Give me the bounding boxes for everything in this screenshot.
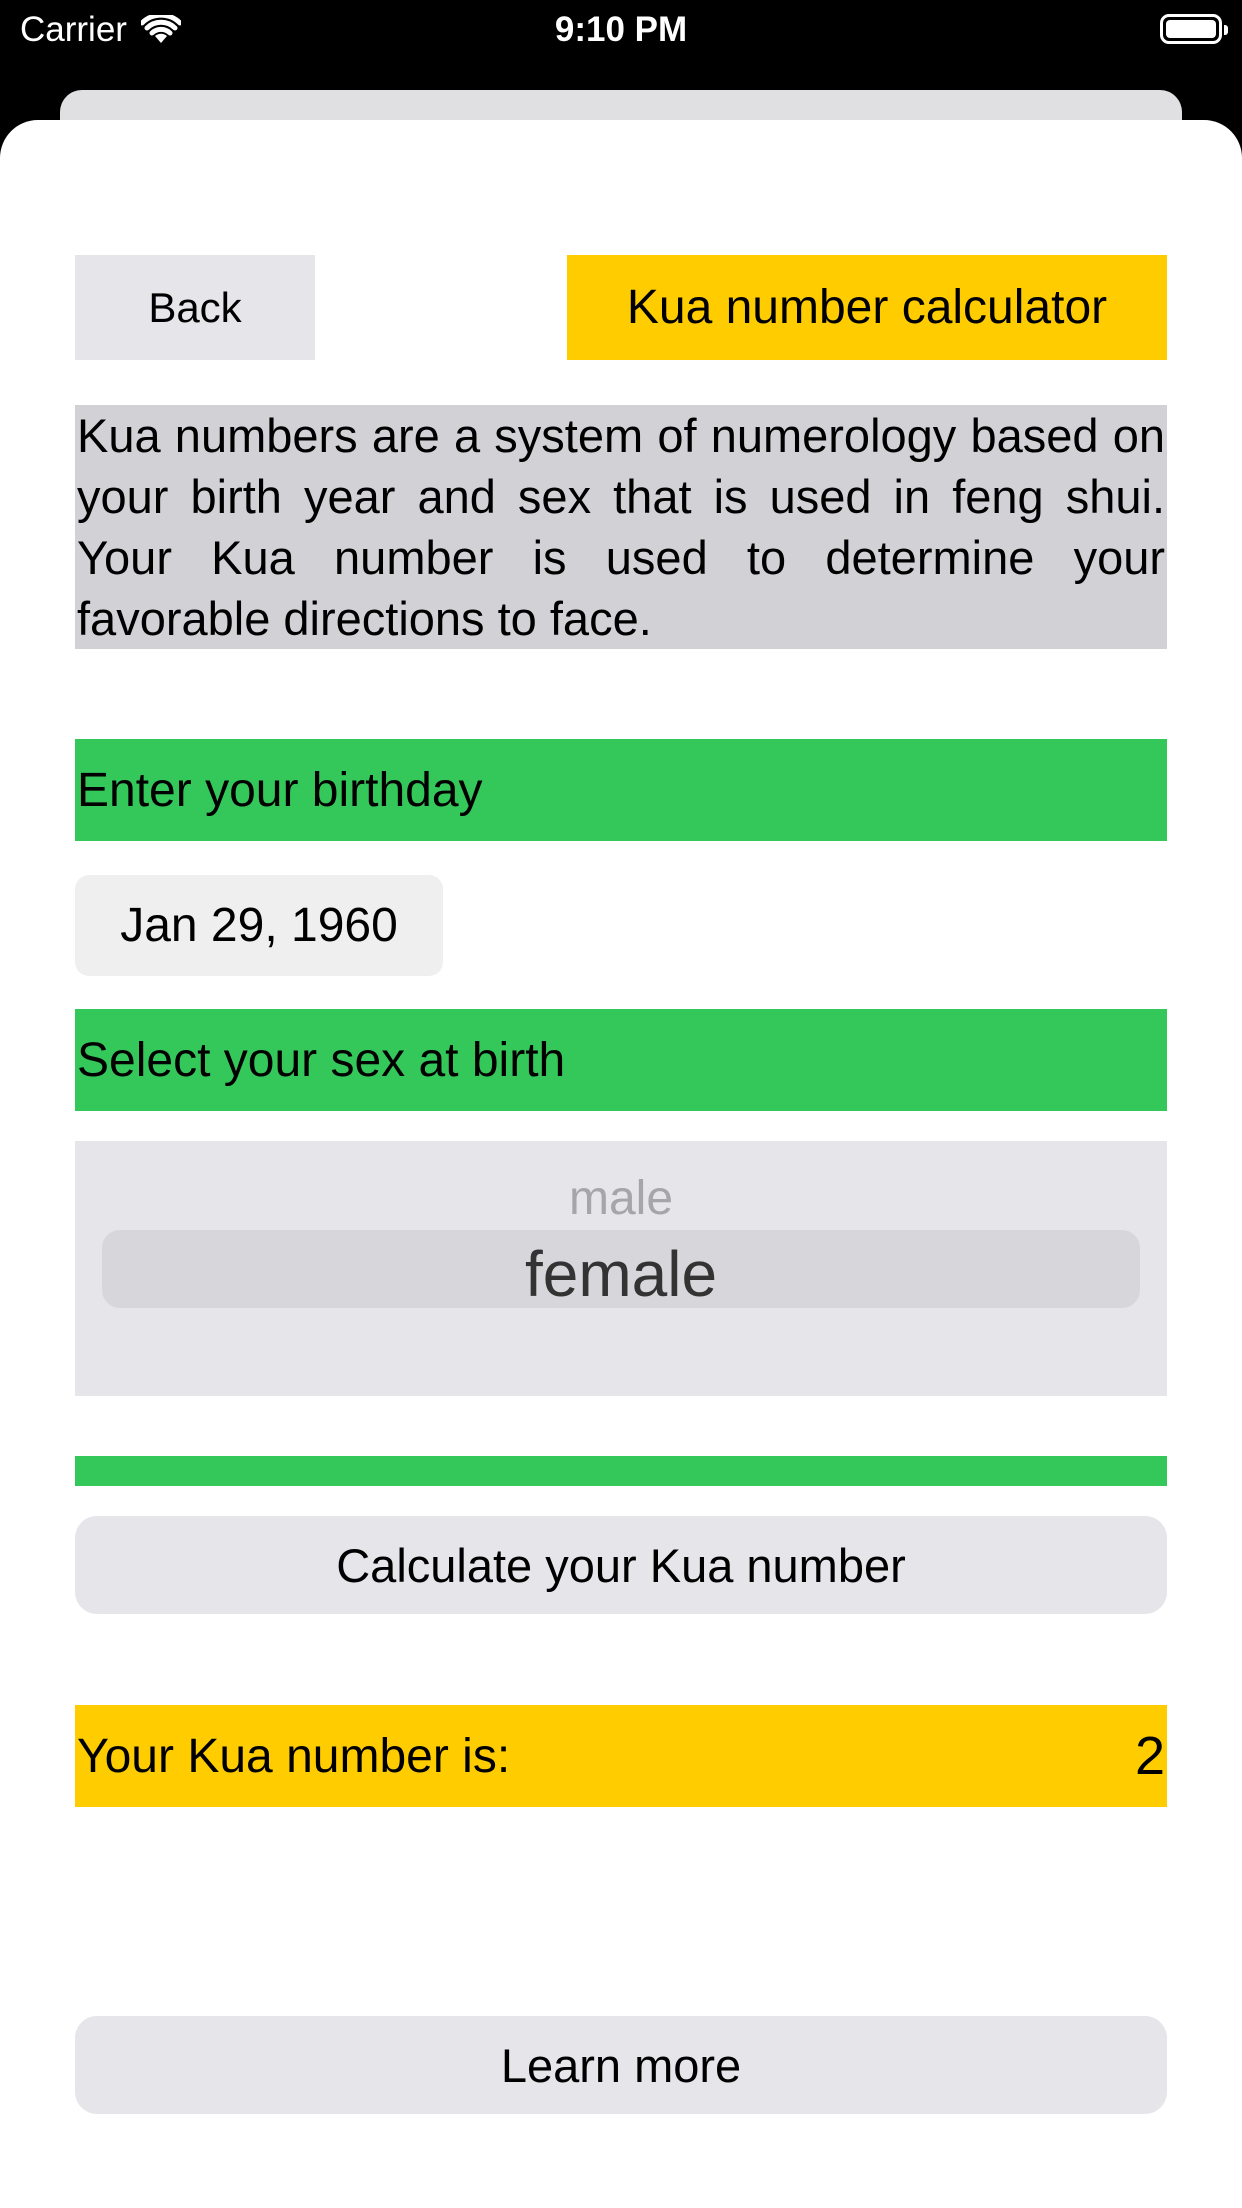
status-bar bbox=[0, 0, 1242, 64]
sex-picker[interactable] bbox=[75, 1141, 1167, 1396]
result-label: Your Kua number is: bbox=[77, 1729, 511, 1783]
result-value: 2 bbox=[1134, 1726, 1165, 1786]
birthday-label: Enter your birthday bbox=[75, 739, 1167, 841]
carrier-label: Carrier bbox=[20, 10, 127, 49]
battery-icon bbox=[1160, 14, 1222, 44]
calculate-button[interactable]: Calculate your Kua number bbox=[75, 1516, 1167, 1614]
sex-label: Select your sex at birth bbox=[75, 1009, 1167, 1111]
green-divider-bar bbox=[75, 1456, 1167, 1486]
description-text: Kua numbers are a system of numerology based on your birth year and sex that is used in feng shui. Your Kua number is used to determine your favorable directions to face. bbox=[75, 405, 1167, 649]
birthday-date-picker[interactable]: Jan 29, 1960 bbox=[75, 875, 443, 976]
picker-option-female[interactable]: female bbox=[524, 1238, 718, 1310]
learn-more-button[interactable]: Learn more bbox=[75, 2016, 1167, 2114]
page-title: Kua number calculator bbox=[567, 255, 1167, 360]
status-time: 9:10 PM bbox=[554, 10, 688, 49]
picker-option-male[interactable]: male bbox=[568, 1172, 674, 1225]
back-button[interactable]: Back bbox=[75, 255, 315, 360]
result-row bbox=[75, 1705, 1167, 1807]
